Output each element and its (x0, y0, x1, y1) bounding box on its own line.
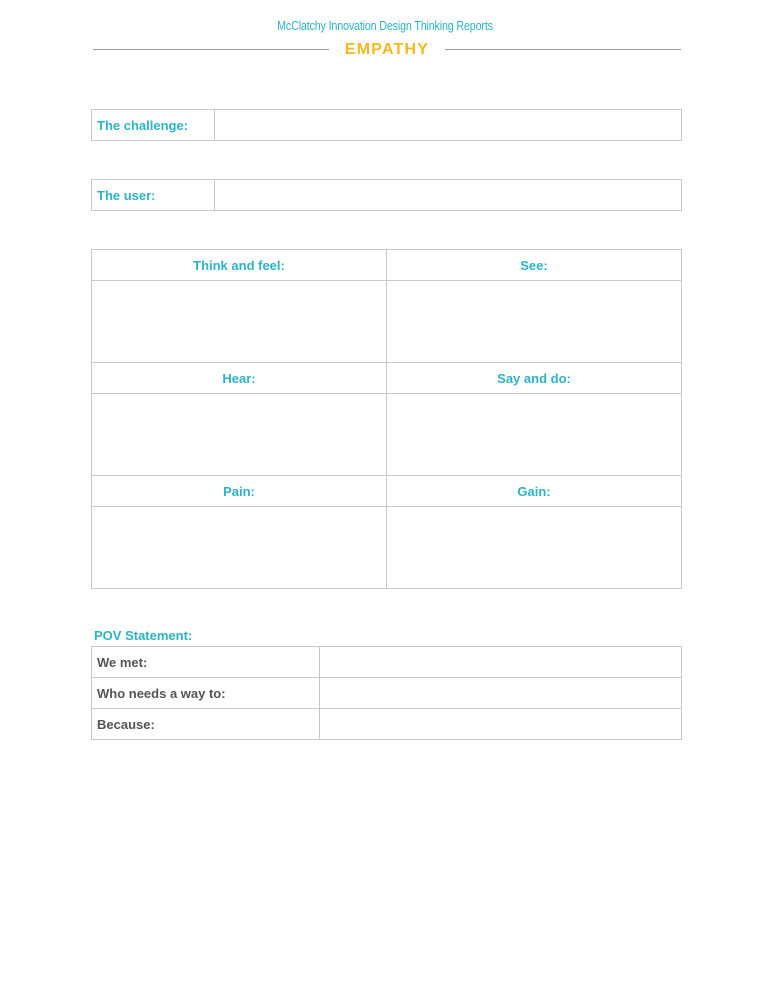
user-table (91, 179, 682, 211)
document-subtitle: McClatchy Innovation Design Thinking Reports (277, 19, 493, 33)
challenge-label: The challenge: (92, 110, 215, 141)
needs-way-label: Who needs a way to: (92, 678, 320, 709)
user-field[interactable] (215, 180, 682, 211)
think-feel-header: Think and feel: (92, 250, 387, 281)
hear-field[interactable] (92, 394, 387, 476)
see-header: See: (387, 250, 682, 281)
we-met-field[interactable] (320, 647, 682, 678)
challenge-table (91, 109, 682, 141)
think-feel-field[interactable] (92, 281, 387, 363)
title-rule-right (445, 49, 681, 50)
pain-field[interactable] (92, 507, 387, 589)
page-title: EMPATHY (344, 41, 430, 58)
we-met-label: We met: (92, 647, 320, 678)
gain-field[interactable] (387, 507, 682, 589)
title-row (93, 40, 681, 60)
empathy-map-grid (91, 249, 682, 589)
because-field[interactable] (320, 709, 682, 740)
say-do-field[interactable] (387, 394, 682, 476)
pov-table (91, 646, 682, 740)
gain-header: Gain: (387, 476, 682, 507)
hear-header: Hear: (92, 363, 387, 394)
because-label: Because: (92, 709, 320, 740)
say-do-header: Say and do: (387, 363, 682, 394)
needs-way-field[interactable] (320, 678, 682, 709)
challenge-field[interactable] (215, 110, 682, 141)
pain-header: Pain: (92, 476, 387, 507)
user-label: The user: (92, 180, 215, 211)
see-field[interactable] (387, 281, 682, 363)
pov-statement-title: POV Statement: (94, 628, 193, 643)
